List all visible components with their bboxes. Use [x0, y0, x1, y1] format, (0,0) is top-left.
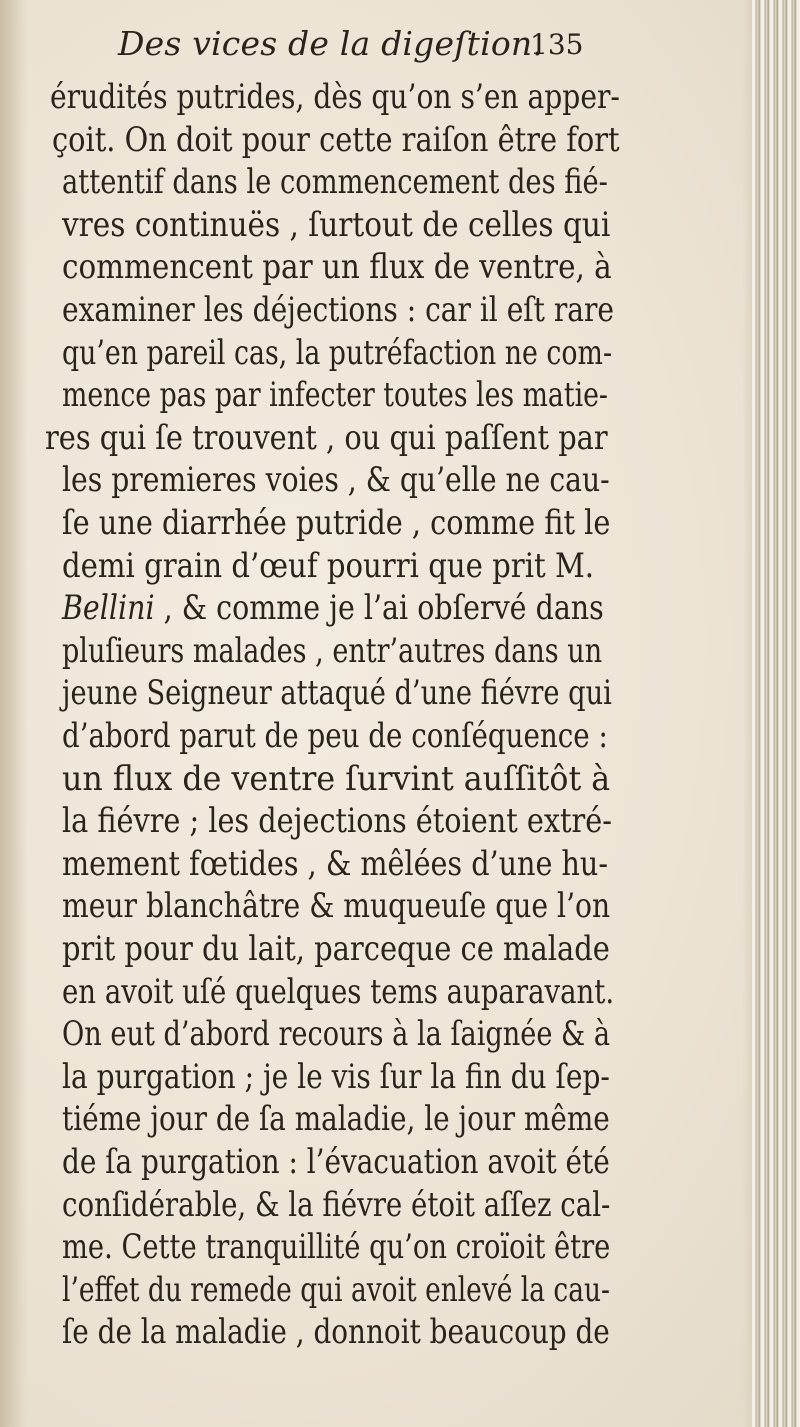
text-line: [62, 671, 612, 715]
text-line: [62, 1183, 610, 1227]
line-text: demi grain d’œuf pourri que prit M.: [62, 545, 595, 586]
text-line: [62, 203, 610, 247]
line-text: qu’en pareil cas, la putréfaction ne com-: [62, 332, 612, 373]
italic-name: Bellini: [62, 588, 155, 629]
text-line: [62, 970, 614, 1014]
text-line: [62, 1097, 610, 1141]
text-line: [62, 373, 608, 417]
line-text: ſe de la maladie , donnoit beaucoup de: [62, 1312, 610, 1353]
line-text: un flux de ventre ſurvint auſſitôt à: [62, 758, 611, 799]
line-text: me. Cette tranquillité qu’on croïoit être: [62, 1227, 611, 1268]
text-line: [62, 757, 610, 801]
text-line: [62, 160, 608, 204]
page-edges: [752, 0, 800, 1427]
line-text: l’effet du remede qui avoit enlevé la cau-: [62, 1269, 610, 1310]
text-line: [62, 1268, 610, 1312]
text-line: [62, 842, 608, 886]
text-line: [50, 75, 620, 119]
line-text: tiéme jour de ſa maladie, le jour même: [62, 1099, 610, 1140]
text-line: [62, 1225, 610, 1269]
text-line: [62, 245, 612, 289]
line-text: en avoit uſé quelques tems auparavant.: [62, 971, 615, 1012]
line-text: ſe une diarrhée putride , comme fit le: [62, 503, 611, 543]
line-text: jeune Seigneur attaqué d’une fiévre qui: [62, 673, 612, 714]
page-number: 135: [530, 28, 584, 61]
line-text: On eut d’abord recours à la ſaignée & à: [62, 1014, 611, 1055]
line-text: meur blanchâtre & muqueuſe que l’on: [62, 886, 611, 927]
line-text: mence pas par infecter toutes les matie-: [62, 375, 608, 416]
text-line: [62, 331, 612, 375]
line-text: , & comme je l’ai obſervé dans: [154, 588, 604, 629]
text-line: [62, 927, 610, 971]
text-line: [45, 416, 608, 460]
line-text: prit pour du lait, parceque ce malade: [62, 929, 610, 969]
line-text: d’abord parut de peu de conſéquence :: [62, 716, 608, 756]
line-text: la purgation ; je le vis ſur la fin du ſep-: [62, 1056, 610, 1097]
text-line: [62, 501, 610, 545]
text-line: [62, 586, 604, 630]
line-text: attentif dans le commencement des fié-: [62, 162, 608, 203]
text-line: [62, 458, 610, 502]
line-text: vres continuës , ſurtout de celles qui: [62, 204, 611, 245]
line-text: pluſieurs malades , entr’autres dans un: [62, 630, 603, 671]
line-text: les premieres voies , & qu’elle ne cau-: [62, 460, 610, 501]
text-line: [52, 118, 620, 162]
text-line: [62, 884, 610, 928]
text-line: [62, 1140, 610, 1184]
line-text: conſidérable, & la fiévre étoit aſſez cal-: [62, 1184, 611, 1225]
text-line: [62, 799, 612, 843]
binding-shadow: [0, 0, 28, 1427]
running-title: Des vices de la digeſtion.: [118, 24, 544, 63]
line-text: la fiévre ; les dejections étoient extré-: [62, 801, 612, 842]
line-text: de ſa purgation : l’évacuation avoit été: [62, 1142, 610, 1182]
line-text: res qui ſe trouvent , ou qui paſſent par: [45, 417, 608, 458]
line-text: commencent par un flux de ventre, à: [62, 247, 612, 288]
text-line: [62, 1310, 610, 1354]
line-text: mement fœtides , & mêlées d’une hu-: [62, 843, 608, 884]
line-text: examiner les déjections : car il eſt rare: [62, 290, 615, 330]
text-line: [62, 544, 594, 588]
page-header: [118, 20, 638, 68]
text-line: [62, 714, 608, 758]
line-text: érudités putrides, dès qu’on s’en apper-: [50, 77, 620, 117]
text-line: [62, 629, 602, 673]
text-line: [62, 1012, 610, 1056]
line-text: çoit. On doit pour cette raiſon être fort: [52, 119, 620, 160]
text-line: [62, 288, 614, 332]
text-line: [62, 1055, 610, 1099]
